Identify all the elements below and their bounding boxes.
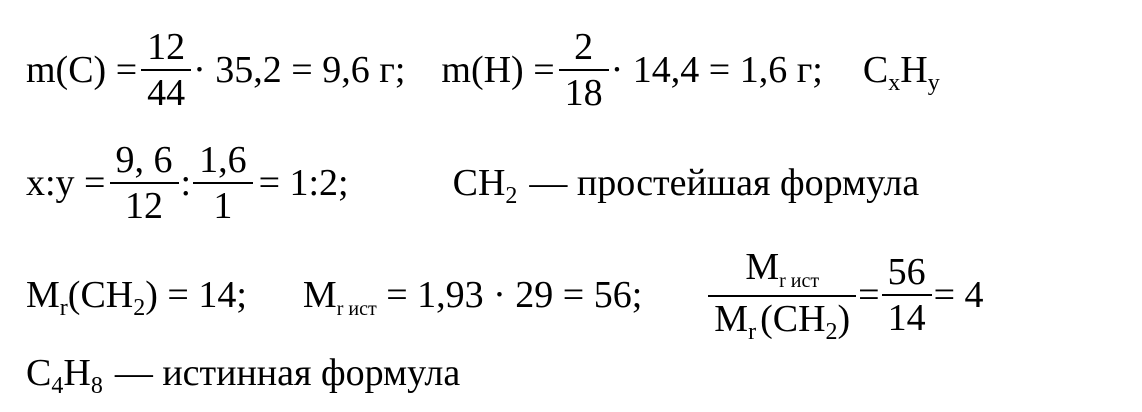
ratio-fraction-2 [193, 138, 253, 228]
true-formula-text: — истинная формула [114, 352, 461, 394]
fraction-denominator: $M_r$ $(CH_2)$ [714, 297, 851, 345]
fraction-numerator: 12 [147, 26, 186, 68]
ratio-result-value: = 4 [933, 274, 984, 316]
mass-carbon-label: m(C) = [26, 49, 138, 91]
ratio-colon: : [180, 162, 192, 204]
fraction-denominator: 12 [125, 185, 163, 227]
general-formula: $C_xH_y$ [862, 49, 940, 96]
ratio-label: x:y = [26, 162, 106, 204]
equation-line-4 [26, 338, 460, 408]
fraction-numerator: 9, 6 [115, 139, 173, 181]
molar-mass-ch2: $M_r(CH_2) = 14$; [26, 274, 247, 321]
true-formula: $C_4H_8$ [26, 352, 103, 399]
mass-hydrogen-result: · 14,4 = 1,6 г; [610, 49, 823, 91]
ratio-fraction-1 [110, 138, 179, 228]
numeric-ratio-fraction [882, 250, 932, 340]
equation-line-2 [26, 133, 919, 233]
mass-hydrogen-label: m(H) = [441, 49, 555, 91]
fraction-numerator: 1,6 [199, 139, 247, 181]
mass-carbon-result: · 35,2 = 9,6 г; [193, 49, 406, 91]
equation-line-1 [26, 20, 940, 120]
equals-sign: = [858, 274, 880, 316]
mass-hydrogen-fraction [559, 25, 609, 115]
fraction-denominator: 1 [213, 185, 233, 227]
true-molar-mass: $M_{r ист} = 1,93 \cdot 29 = 56$; [302, 274, 643, 320]
ratio-result: = 1:2; [258, 162, 349, 204]
fraction-denominator: 18 [564, 72, 603, 114]
simplest-formula: $CH_2$ [452, 162, 518, 209]
fraction-numerator: 2 [574, 26, 594, 68]
fraction-numerator: 56 [887, 251, 926, 293]
equation-line-3 [26, 245, 984, 345]
fraction-denominator: 44 [147, 72, 186, 114]
mass-carbon-fraction [141, 25, 191, 115]
molar-mass-ratio-fraction [708, 245, 856, 346]
fraction-numerator: $M_{r ист}$ [745, 245, 820, 292]
fraction-denominator: 14 [887, 297, 926, 339]
simplest-formula-text: — простейшая формула [529, 162, 920, 204]
